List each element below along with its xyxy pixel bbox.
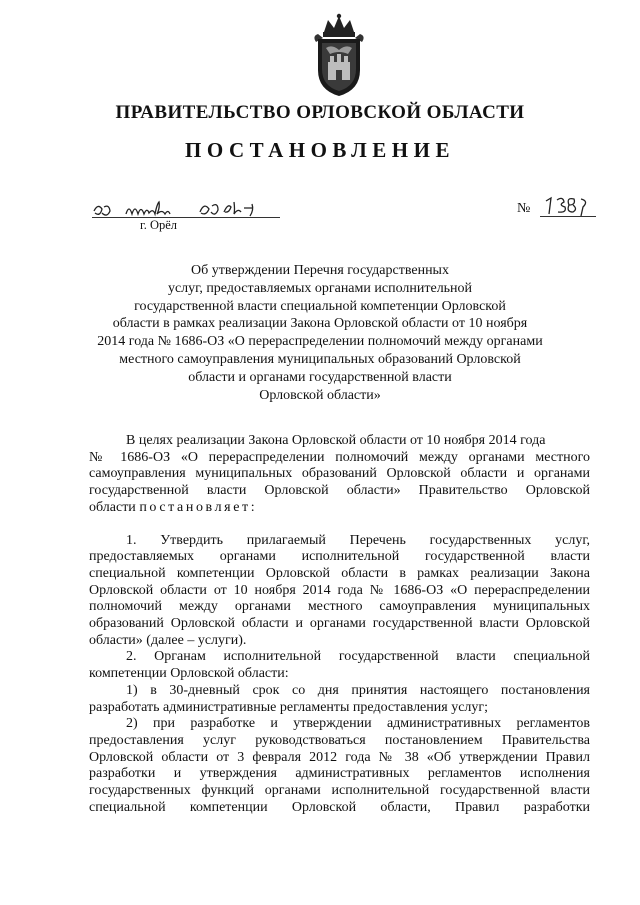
body-line: 2) при разработке и утверждении административных регламентов xyxy=(126,716,590,732)
subject-line: области и органами государственной власти xyxy=(188,369,452,385)
body-line: полномочий между органами местного самоуправления муниципальных xyxy=(89,599,590,615)
body-line: компетенции Орловской области: xyxy=(89,666,289,682)
body-line: 2. Органам исполнительной государственной власти специальной xyxy=(126,649,590,665)
item-1-paragraph xyxy=(89,533,590,650)
body-line: 1) в 30-дневный срок со дня принятия настоящего постановления xyxy=(126,682,590,698)
body-line xyxy=(89,500,590,517)
coat-of-arms-icon xyxy=(310,12,368,98)
subject-line: Орловской области» xyxy=(259,387,381,403)
subject-line: Об утверждении Перечня государственных xyxy=(191,263,449,278)
body-line: самоуправления муниципальных образований Орловской области и органами xyxy=(89,466,590,482)
body-line: специальной компетенции Орловской области, Правил разработки xyxy=(89,799,590,815)
document-type-title: ПОСТАНОВЛЕНИЕ xyxy=(185,138,455,162)
body-line: Орловской области от 10 ноября 2014 года № 1686-ОЗ «О перераспределении xyxy=(89,582,590,598)
body-line: 1. Утвердить прилагаемый Перечень государственных услуг, xyxy=(126,532,590,548)
number-label: № xyxy=(517,201,531,216)
paragraph-gap xyxy=(89,517,590,533)
body-line: предоставляемых органами исполнительной государственной власти xyxy=(89,549,590,565)
subject-line: 2014 года № 1686-ОЗ «О перераспределении полномочий между органами xyxy=(97,334,543,350)
document-body xyxy=(89,433,590,816)
body-line: № 1686-ОЗ «О перераспределении полномочий между органами местного xyxy=(89,449,590,465)
body-line: образований Орловской области и органами государственной власти Орловской xyxy=(89,616,590,632)
spaced-word: постановляет: xyxy=(139,499,258,515)
subject-line: области в рамках реализации Закона Орловской области от 10 ноября xyxy=(112,316,528,332)
organization-title: ПРАВИТЕЛЬСТВО ОРЛОВСКОЙ ОБЛАСТИ xyxy=(115,102,525,123)
handwritten-number xyxy=(543,195,593,217)
subject-line: государственной власти специальной компетенции Орловской xyxy=(134,298,506,314)
body-line: В целях реализации Закона Орловской области от 10 ноября 2014 года xyxy=(126,433,546,448)
body-line: области» (далее – услуги). xyxy=(89,632,247,648)
preamble-paragraph xyxy=(89,433,590,517)
item-2-2-paragraph xyxy=(89,716,590,816)
document-subject xyxy=(60,262,580,404)
body-line: разработать административные регламенты предоставления услуг; xyxy=(89,699,489,715)
subject-line: местного самоуправления муниципальных образований Орловской xyxy=(119,351,521,367)
handwritten-date xyxy=(92,196,277,222)
date-underline xyxy=(92,217,280,218)
body-line: специальной компетенции Орловской области в рамках реализации Закона xyxy=(89,565,590,581)
body-line: предоставления услуг руководствоваться постановлением Правительства xyxy=(89,732,590,748)
body-text: области xyxy=(89,499,140,515)
city-label: г. Орёл xyxy=(140,218,178,232)
item-2-paragraph xyxy=(89,649,590,682)
number-underline xyxy=(540,216,596,217)
body-line: Орловской области от 3 февраля 2012 года № 38 «Об утверждении Правил xyxy=(89,749,590,765)
subject-line: услуг, предоставляемых органами исполнительной xyxy=(167,280,473,296)
body-line: государственной власти Орловской области» Правительство Орловской xyxy=(89,483,590,499)
body-line: государственных функций органами исполнительной государственной власти xyxy=(89,783,590,799)
item-2-1-paragraph xyxy=(89,683,590,716)
body-line: разработки и утверждения административных регламентов исполнения xyxy=(89,766,590,782)
